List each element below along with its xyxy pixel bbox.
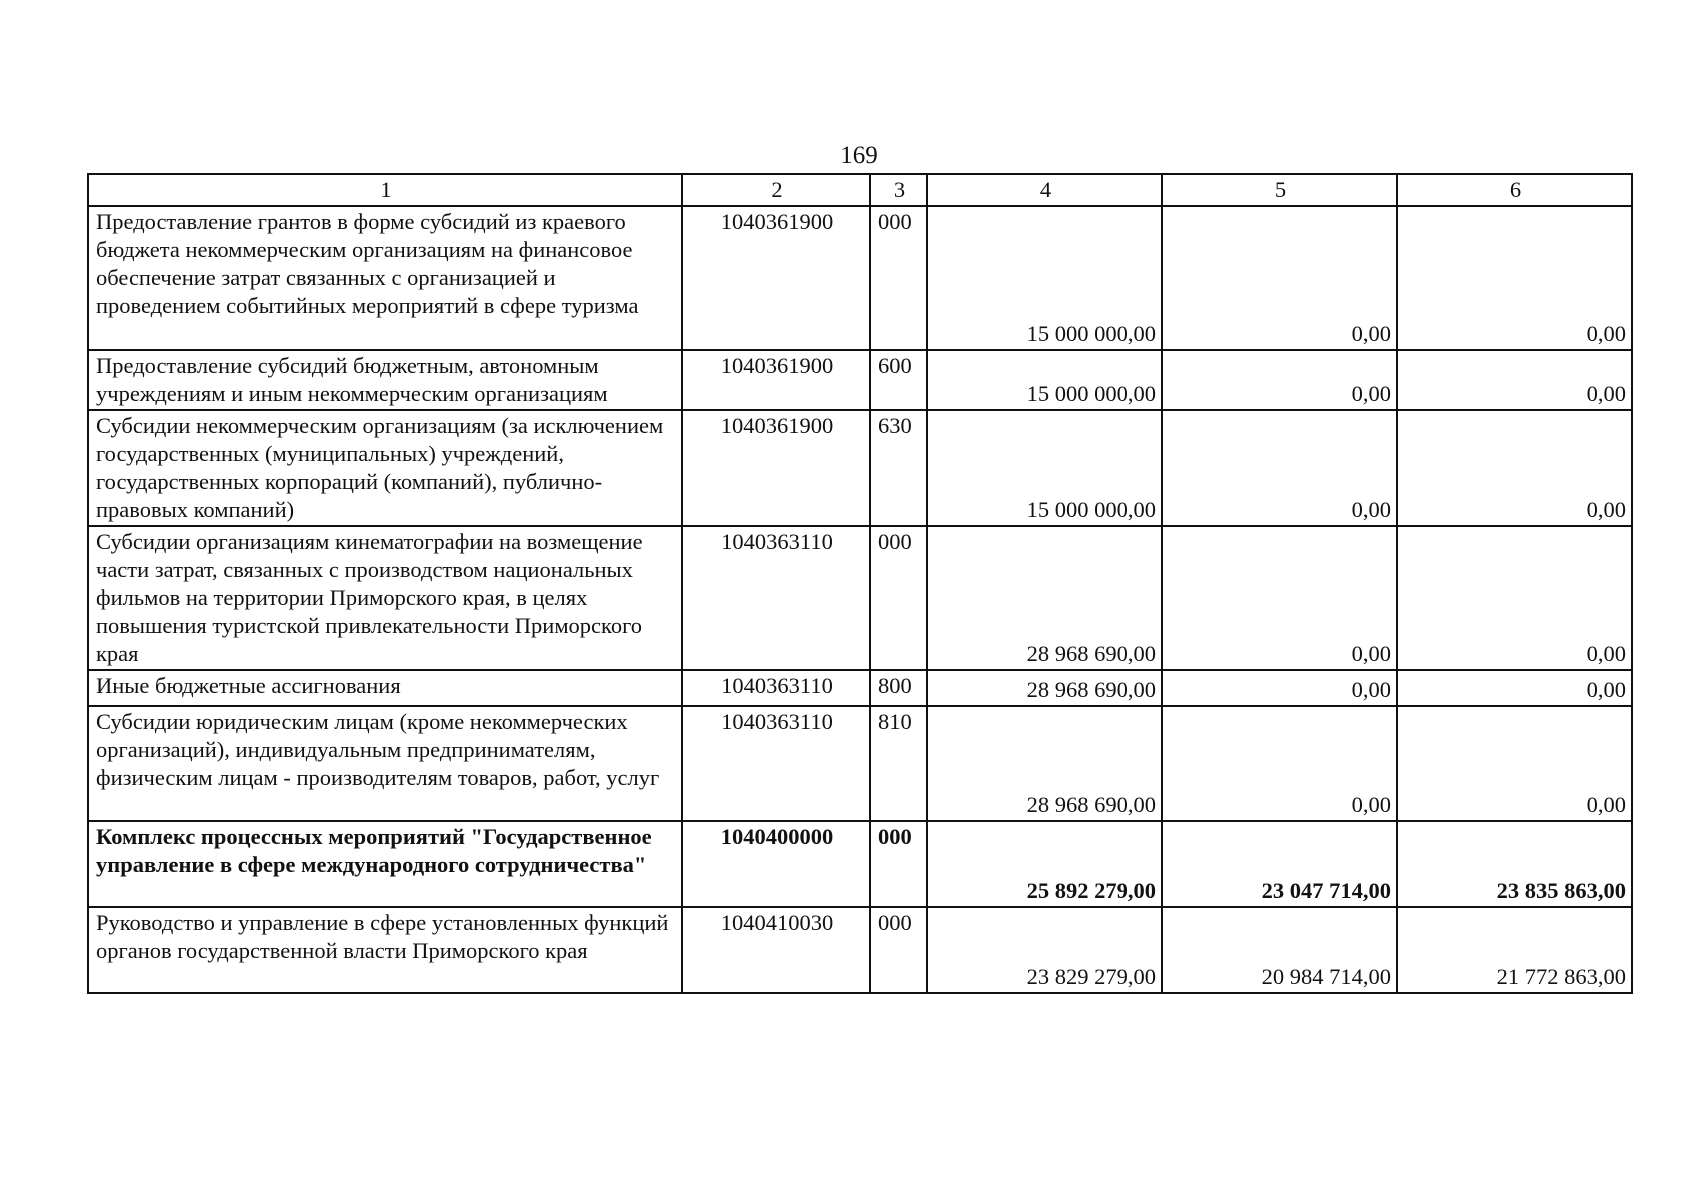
- row-code: 1040361900: [682, 206, 870, 350]
- row-name: Субсидии юридическим лицам (кроме некоммерческих организаций), индивидуальным предпринимателям, физическим лицам - производителям товаров, работ, услуг: [88, 706, 682, 821]
- column-header: 4: [927, 174, 1162, 206]
- row-code: 1040363110: [682, 670, 870, 706]
- row-value-2: 0,00: [1162, 526, 1397, 670]
- column-header: 3: [870, 174, 927, 206]
- row-value-1: 15 000 000,00: [927, 206, 1162, 350]
- column-header: 2: [682, 174, 870, 206]
- table-row: [88, 206, 1632, 350]
- table-header-row: [88, 174, 1632, 206]
- row-name: Иные бюджетные ассигнования: [88, 670, 682, 706]
- budget-table: [87, 173, 1633, 994]
- row-name: Руководство и управление в сфере установленных функций органов государственной власти Приморского края: [88, 907, 682, 993]
- row-code: 1040361900: [682, 410, 870, 526]
- row-name: Субсидии организациям кинематографии на возмещение части затрат, связанных с производством национальных фильмов на территории Приморского края, в целях повышения туристской привлекательности Приморского края: [88, 526, 682, 670]
- row-value-1: 28 968 690,00: [927, 706, 1162, 821]
- row-value-3: 0,00: [1397, 206, 1632, 350]
- row-value-1: 25 892 279,00: [927, 821, 1162, 907]
- row-value-1: 23 829 279,00: [927, 907, 1162, 993]
- row-value-3: 0,00: [1397, 670, 1632, 706]
- table-row: [88, 907, 1632, 993]
- row-code: 1040363110: [682, 706, 870, 821]
- row-name: Предоставление грантов в форме субсидий из краевого бюджета некоммерческим организациям на финансовое обеспечение затрат связанных с организацией и проведением событийных мероприятий в сфере туризма: [88, 206, 682, 350]
- row-value-3: 0,00: [1397, 706, 1632, 821]
- row-type: 000: [870, 526, 927, 670]
- table-row: [88, 350, 1632, 410]
- row-value-2: 0,00: [1162, 350, 1397, 410]
- row-name: Комплекс процессных мероприятий "Государственное управление в сфере международного сотрудничества": [88, 821, 682, 907]
- row-type: 000: [870, 206, 927, 350]
- row-code: 1040410030: [682, 907, 870, 993]
- row-value-2: 0,00: [1162, 410, 1397, 526]
- row-type: 000: [870, 821, 927, 907]
- row-value-2: 0,00: [1162, 206, 1397, 350]
- table-row: [88, 706, 1632, 821]
- row-type: 600: [870, 350, 927, 410]
- row-value-1: 15 000 000,00: [927, 410, 1162, 526]
- row-value-3: 0,00: [1397, 526, 1632, 670]
- row-value-3: 0,00: [1397, 410, 1632, 526]
- row-type: 630: [870, 410, 927, 526]
- column-header: 1: [88, 174, 682, 206]
- row-code: 1040363110: [682, 526, 870, 670]
- row-value-3: 23 835 863,00: [1397, 821, 1632, 907]
- column-header: 6: [1397, 174, 1632, 206]
- table-row: [88, 410, 1632, 526]
- table-row: [88, 670, 1632, 706]
- row-value-2: 0,00: [1162, 706, 1397, 821]
- page-number: 169: [840, 142, 878, 169]
- row-value-2: 23 047 714,00: [1162, 821, 1397, 907]
- row-type: 800: [870, 670, 927, 706]
- row-type: 810: [870, 706, 927, 821]
- table-row-section-total: [88, 821, 1632, 907]
- row-name: Предоставление субсидий бюджетным, автономным учреждениям и иным некоммерческим организациям: [88, 350, 682, 410]
- row-value-2: 0,00: [1162, 670, 1397, 706]
- row-value-1: 28 968 690,00: [927, 670, 1162, 706]
- row-value-1: 28 968 690,00: [927, 526, 1162, 670]
- row-type: 000: [870, 907, 927, 993]
- row-code: 1040400000: [682, 821, 870, 907]
- row-value-2: 20 984 714,00: [1162, 907, 1397, 993]
- table-row: [88, 526, 1632, 670]
- row-code: 1040361900: [682, 350, 870, 410]
- row-value-3: 0,00: [1397, 350, 1632, 410]
- row-name: Субсидии некоммерческим организациям (за исключением государственных (муниципальных) учреждений, государственных корпораций (компаний), публично-правовых компаний): [88, 410, 682, 526]
- row-value-3: 21 772 863,00: [1397, 907, 1632, 993]
- row-value-1: 15 000 000,00: [927, 350, 1162, 410]
- column-header: 5: [1162, 174, 1397, 206]
